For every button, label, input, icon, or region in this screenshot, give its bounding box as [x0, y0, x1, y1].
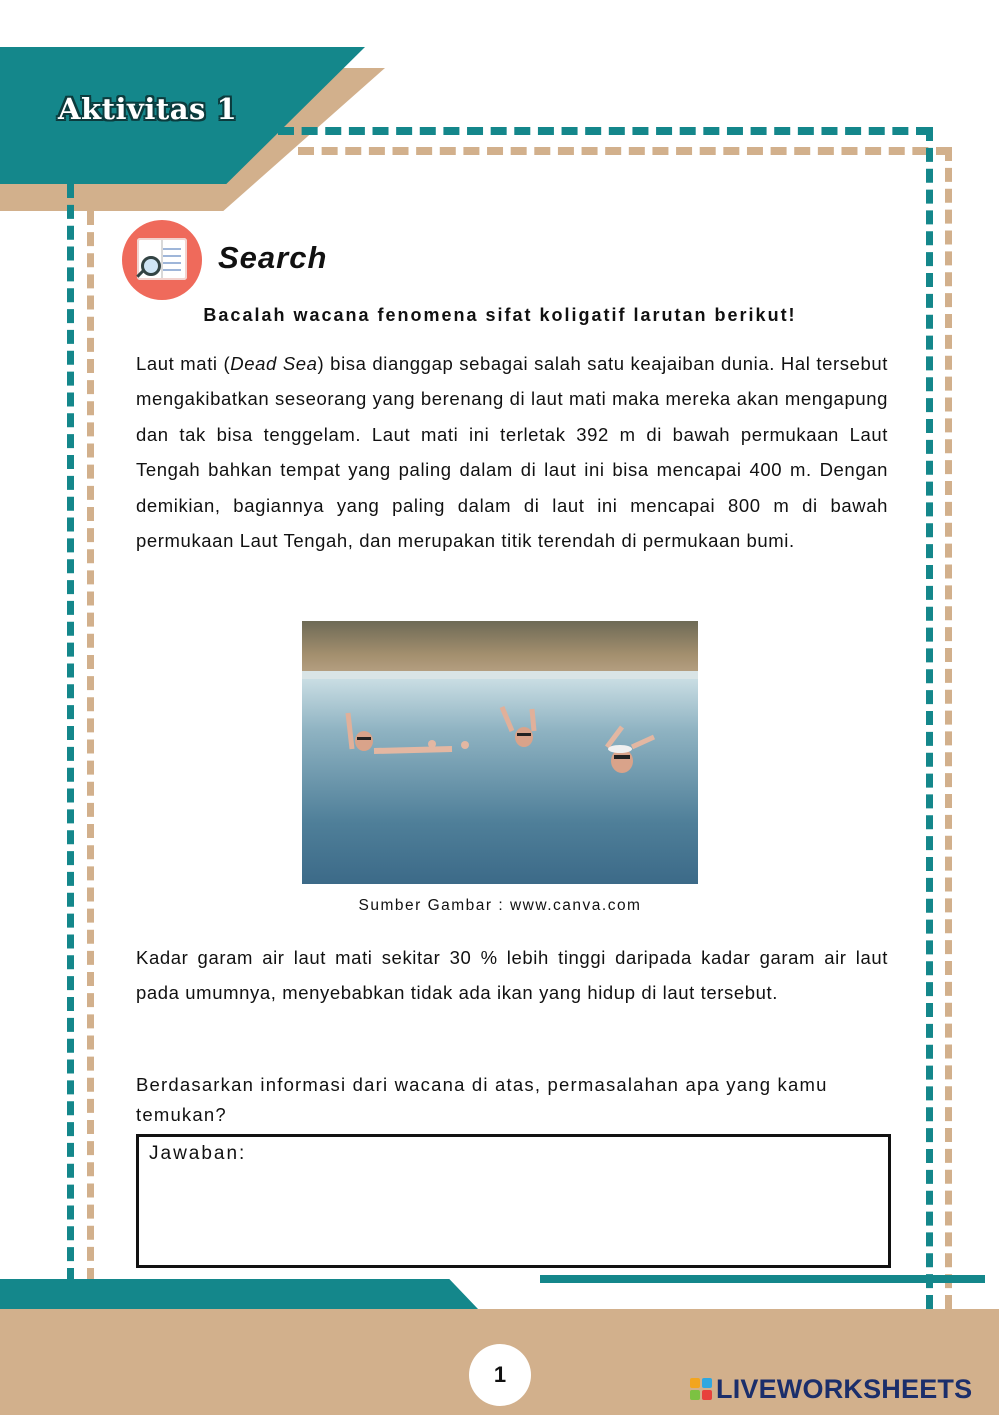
paragraph-1-italic-term: Dead Sea [230, 353, 318, 374]
page-number: 1 [493, 1362, 507, 1387]
frame-left-teal [67, 184, 74, 1282]
frame-top-teal [278, 127, 932, 135]
book-icon-line [163, 269, 181, 271]
book-icon-line [163, 255, 181, 257]
photo-caption: Sumber Gambar : www.canva.com [358, 897, 642, 914]
question-text: Berdasarkan informasi dari wacana di atas, permasalahan apa yang kamu temukan? [136, 1074, 828, 1125]
frame-left-tan [87, 211, 94, 1282]
liveworksheets-icon [690, 1378, 712, 1400]
book-icon-spine [161, 240, 163, 278]
section-title: Search [218, 240, 328, 275]
frame-right-teal [926, 127, 933, 1309]
dead-sea-photo [302, 621, 698, 884]
reading-paragraph-1 [136, 346, 888, 558]
book-icon-line [163, 248, 181, 250]
answer-input[interactable] [136, 1134, 891, 1268]
reading-paragraph-2: Kadar garam air laut mati sekitar 30 % lebih tinggi daripada kadar garam air laut pada umumnya, menyebabkan tidak ada ikan yang hidup di laut tersebut. [136, 947, 888, 1004]
paragraph-1-rest: ) bisa dianggap sebagai salah satu keajaiban dunia. Hal tersebut mengakibatkan seseorang yang berenang di laut mati maka mereka akan mengapung dan tak bisa tenggelam. Laut mati ini terletak 392 m di bawah permukaan Laut Tengah bahkan tempat yang paling dalam di laut ini bisa mencapai 400 m. Dengan demikian, bagiannya yang paling dalam di laut ini mencapai 800 m di bawah permukaan Laut Tengah, dan merupakan titik terendah di permukaan bumi. [136, 353, 888, 552]
magnifier-icon [141, 256, 161, 276]
instruction-text: Bacalah wacana fenomena sifat koligatif larutan berikut! [203, 305, 797, 325]
paragraph-1-prefix: Laut mati ( [136, 353, 231, 374]
activity-title: Aktivitas 1 [58, 92, 238, 126]
book-icon-line [163, 262, 181, 264]
footer-teal-strip-right [540, 1275, 985, 1283]
frame-top-tan [298, 147, 952, 155]
liveworksheets-brand: LIVEWORKSHEETS [716, 1374, 973, 1404]
frame-right-tan [945, 147, 952, 1309]
answer-label: Jawaban: [149, 1143, 247, 1164]
footer-teal-strip-left [0, 1279, 478, 1309]
dead-sea-photo-illustration [302, 621, 698, 884]
